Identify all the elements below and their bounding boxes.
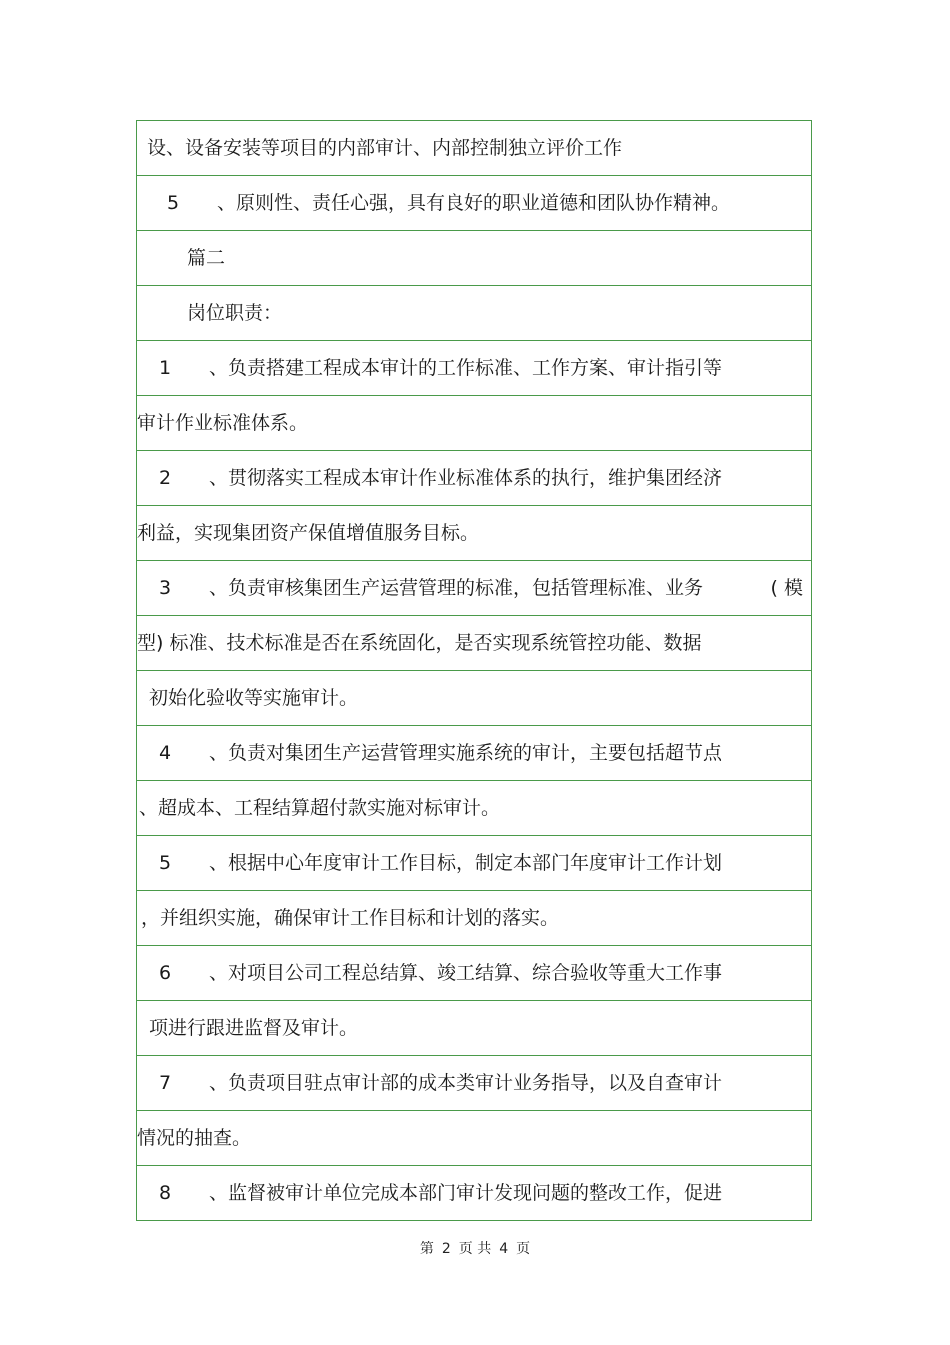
row-text bbox=[159, 451, 722, 506]
row-text bbox=[159, 341, 722, 396]
table-row bbox=[137, 231, 811, 286]
footer-total-pages: 4 bbox=[499, 1241, 509, 1257]
table-row bbox=[137, 891, 811, 946]
table-row bbox=[137, 836, 811, 891]
row-content: 情况的抽查。 bbox=[137, 1127, 252, 1149]
table-row bbox=[137, 726, 811, 781]
table-row bbox=[137, 286, 811, 341]
table-row bbox=[137, 561, 811, 616]
table-row bbox=[137, 396, 811, 451]
row-text bbox=[137, 1111, 251, 1166]
row-text bbox=[159, 1056, 722, 1111]
item-number: 8 bbox=[159, 1182, 172, 1204]
row-tail-text: ( 模 bbox=[770, 577, 803, 599]
item-number: 5 bbox=[159, 852, 172, 874]
row-content: 设、设备安装等项目的内部审计、内部控制独立评价工作 bbox=[147, 137, 623, 159]
row-content: 、贯彻落实工程成本审计作业标准体系的执行，维护集团经济 bbox=[209, 467, 723, 489]
row-text bbox=[147, 121, 622, 176]
row-text bbox=[137, 506, 479, 561]
row-content: 篇二 bbox=[187, 247, 226, 269]
row-text bbox=[137, 396, 308, 451]
row-text bbox=[167, 176, 730, 231]
table-row bbox=[137, 506, 811, 561]
table-row bbox=[137, 121, 811, 176]
item-number: 1 bbox=[159, 357, 172, 379]
row-content: 利益，实现集团资产保值增值服务目标。 bbox=[137, 522, 480, 544]
page-footer bbox=[0, 1238, 950, 1258]
item-number: 6 bbox=[159, 962, 172, 984]
row-text bbox=[159, 561, 703, 616]
row-content: 审计作业标准体系。 bbox=[137, 412, 309, 434]
row-content: ，并组织实施，确保审计工作目标和计划的落实。 bbox=[141, 907, 560, 929]
item-number: 7 bbox=[159, 1072, 172, 1094]
row-text bbox=[141, 891, 559, 946]
row-text bbox=[137, 616, 701, 671]
table-row bbox=[137, 1111, 811, 1166]
row-content: 、负责项目驻点审计部的成本类审计业务指导，以及自查审计 bbox=[209, 1072, 723, 1094]
row-content: 项进行跟进监督及审计。 bbox=[149, 1017, 359, 1039]
row-content: 、负责对集团生产运营管理实施系统的审计，主要包括超节点 bbox=[209, 742, 723, 764]
footer-prefix: 第 bbox=[419, 1241, 434, 1257]
row-content: 型) 标准、技术标准是否在系统固化，是否实现系统管控功能、数据 bbox=[137, 632, 702, 654]
row-content: 、原则性、责任心强，具有良好的职业道德和团队协作精神。 bbox=[217, 192, 731, 214]
table-row bbox=[137, 341, 811, 396]
row-content: 、负责搭建工程成本审计的工作标准、工作方案、审计指引等 bbox=[209, 357, 723, 379]
item-number: 2 bbox=[159, 467, 172, 489]
table-row bbox=[137, 176, 811, 231]
row-content: 、超成本、工程结算超付款实施对标审计。 bbox=[139, 797, 501, 819]
row-text bbox=[159, 726, 722, 781]
table-row bbox=[137, 1001, 811, 1056]
table-row bbox=[137, 1056, 811, 1111]
item-number: 5 bbox=[167, 192, 180, 214]
document-table bbox=[136, 120, 812, 1221]
table-row bbox=[137, 451, 811, 506]
item-number: 4 bbox=[159, 742, 172, 764]
row-content: 、根据中心年度审计工作目标，制定本部门年度审计工作计划 bbox=[209, 852, 723, 874]
table-row bbox=[137, 616, 811, 671]
table-row bbox=[137, 946, 811, 1001]
table-row bbox=[137, 1166, 811, 1221]
row-text bbox=[149, 1001, 358, 1056]
footer-mid: 页 共 bbox=[458, 1241, 492, 1257]
row-text bbox=[187, 286, 282, 341]
row-text bbox=[187, 231, 225, 286]
row-text bbox=[149, 671, 358, 726]
item-number: 3 bbox=[159, 577, 172, 599]
row-content: 初始化验收等实施审计。 bbox=[149, 687, 359, 709]
row-content: 、监督被审计单位完成本部门审计发现问题的整改工作，促进 bbox=[209, 1182, 723, 1204]
footer-suffix: 页 bbox=[516, 1241, 531, 1257]
footer-page-number: 2 bbox=[441, 1241, 451, 1257]
row-text bbox=[139, 781, 500, 836]
row-text bbox=[159, 1166, 722, 1221]
row-text bbox=[159, 836, 722, 891]
table-row bbox=[137, 781, 811, 836]
row-content: 岗位职责： bbox=[187, 302, 283, 324]
row-text bbox=[159, 946, 722, 1001]
table-row bbox=[137, 671, 811, 726]
row-content: 、对项目公司工程总结算、竣工结算、综合验收等重大工作事 bbox=[209, 962, 723, 984]
row-content: 、负责审核集团生产运营管理的标准，包括管理标准、业务 bbox=[209, 577, 704, 599]
